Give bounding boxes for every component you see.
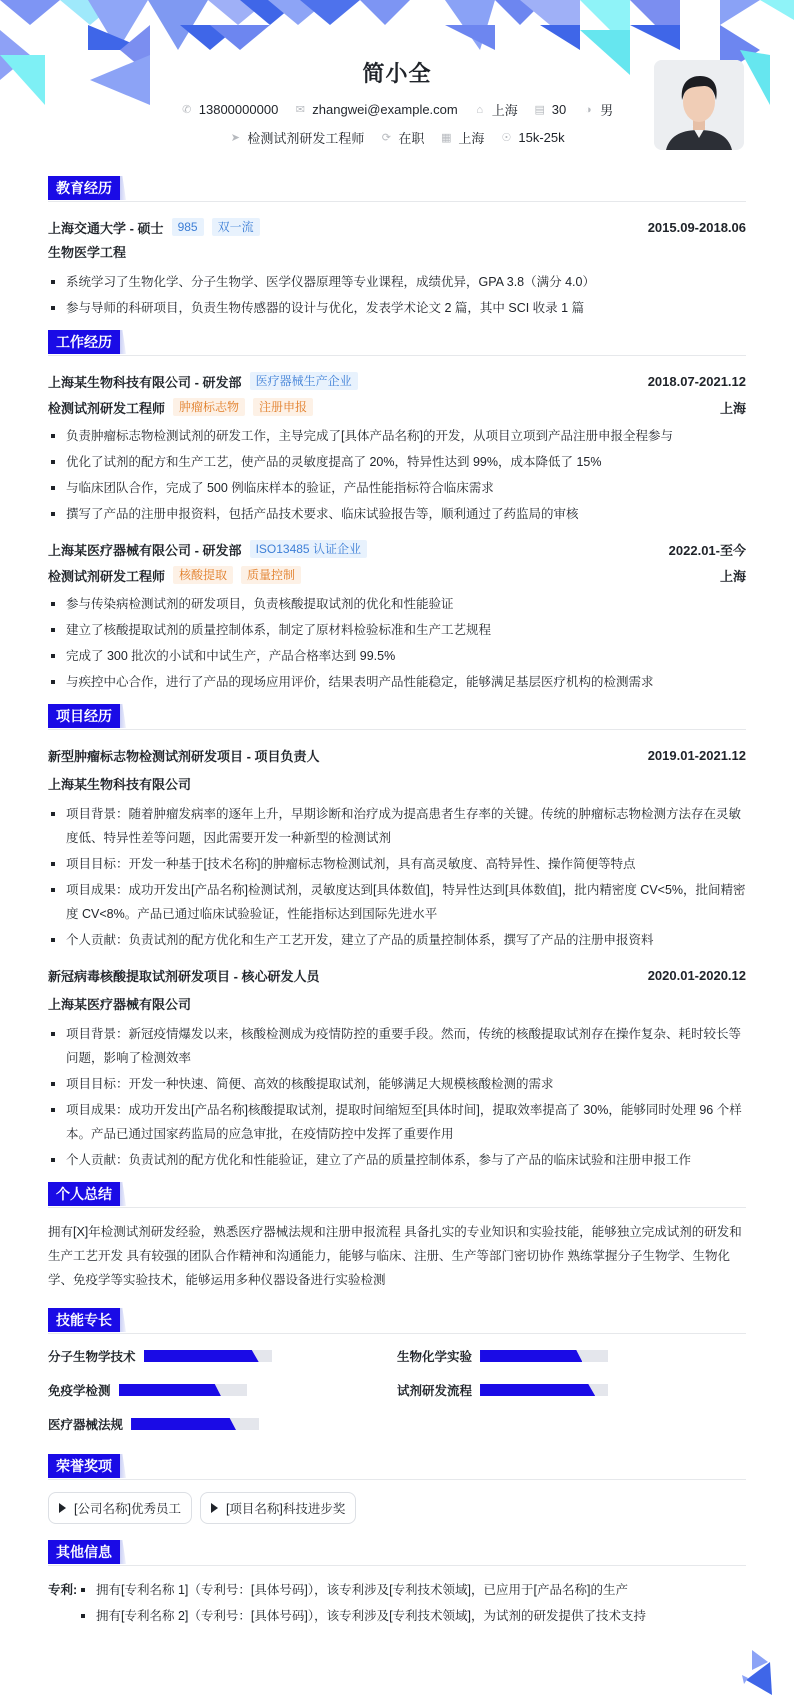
major: 生物医学工程 bbox=[48, 245, 127, 260]
entry-header bbox=[48, 742, 746, 768]
phone-value: 13800000000 bbox=[198, 102, 279, 117]
education-section bbox=[48, 176, 746, 320]
location-value: 上海 bbox=[491, 103, 518, 118]
section-title: 个人总结 bbox=[48, 1182, 120, 1206]
role-tag: 质量控制 bbox=[241, 566, 301, 584]
job-intent-row bbox=[48, 128, 746, 147]
education-entry bbox=[48, 214, 746, 320]
mail-icon: ✉ bbox=[295, 103, 305, 116]
refresh-icon: ⟳ bbox=[381, 131, 391, 144]
work-bullets bbox=[48, 424, 746, 526]
project-entry bbox=[48, 962, 746, 1172]
skill-item bbox=[48, 1346, 397, 1366]
role-tag: 核酸提取 bbox=[173, 566, 233, 584]
building-icon: ▦ bbox=[441, 131, 452, 144]
avatar bbox=[654, 60, 744, 150]
skill-bar bbox=[480, 1350, 608, 1362]
patents-block bbox=[48, 1578, 746, 1632]
summary-text: 拥有[X]年检测试剂研发经验，熟悉医疗器械法规和注册申报流程 具备扎实的专业知识和实验技能，能够独立完成试剂的研发和生产工艺开发 具有较强的团队合作精神和沟通能力，能够与临床、注册、生产等部门密切协作 熟练掌握分子生物学、生物化学、免疫学等实验技术，能够运用多种仪器设备进行实验检测 bbox=[48, 1225, 742, 1287]
skill-name: 生物化学实验 bbox=[397, 1350, 473, 1364]
triangle-right-icon bbox=[59, 1503, 66, 1513]
project-title: 新冠病毒核酸提取试剂研发项目 - 核心研发人员 bbox=[48, 968, 320, 984]
bullet-item: 拥有[专利名称 1]（专利号：[具体号码]），该专利涉及[专利技术领域]，已应用于[产品名称]的生产 bbox=[78, 1578, 646, 1602]
skill-item bbox=[397, 1346, 746, 1366]
section-title: 其他信息 bbox=[48, 1540, 120, 1564]
section-title: 项目经历 bbox=[48, 704, 120, 728]
triangle-right-icon bbox=[211, 1503, 218, 1513]
projects-section bbox=[48, 704, 746, 1172]
gender-info bbox=[582, 100, 613, 119]
skill-item bbox=[397, 1380, 746, 1400]
email-value: zhangwei@example.com bbox=[312, 102, 458, 117]
salary-info bbox=[500, 130, 564, 145]
role-name: 检测试剂研发工程师 bbox=[48, 568, 166, 584]
bullet-item: 个人贡献：负责试剂的配方优化和性能验证，建立了产品的质量控制体系，参与了产品的临床试验和注册申报工作 bbox=[48, 1148, 746, 1172]
salary-value: 15k-25k bbox=[518, 130, 565, 145]
school-tag: 985 bbox=[172, 218, 204, 236]
bullet-item: 个人贡献：负责试剂的配方优化和生产工艺开发，建立了产品的质量控制体系，撰写了产品的注册申报资料 bbox=[48, 928, 746, 952]
work-section bbox=[48, 330, 746, 694]
entry-header bbox=[48, 214, 746, 240]
award-name: [项目名称]科技进步奖 bbox=[225, 1502, 346, 1516]
gender-icon: ◑ bbox=[584, 103, 592, 116]
skill-bar-fill bbox=[480, 1350, 582, 1362]
project-bullets bbox=[48, 802, 746, 952]
bullet-item: 与临床团队合作，完成了 500 例临床样本的验证，产品性能指标符合临床需求 bbox=[48, 476, 746, 500]
status-info bbox=[380, 128, 424, 147]
section-header bbox=[48, 1182, 746, 1208]
work-entry bbox=[48, 368, 746, 526]
bullet-item: 项目目标：开发一种基于[技术名称]的肿瘤标志物检测试剂，具有高灵敏度、高特异性、操作简便等特点 bbox=[48, 852, 746, 876]
company-name: 上海某医疗器械有限公司 - 研发部 bbox=[48, 542, 242, 558]
resume-header bbox=[48, 0, 746, 168]
patents-list bbox=[78, 1578, 646, 1630]
entry-date: 2015.09-2018.06 bbox=[647, 219, 746, 235]
section-title: 教育经历 bbox=[48, 176, 120, 200]
school-name: 上海交通大学 - 硕士 bbox=[48, 220, 164, 236]
location-info bbox=[474, 100, 518, 119]
education-bullets bbox=[48, 270, 746, 320]
section-title: 技能专长 bbox=[48, 1308, 120, 1332]
bullet-item: 参与导师的科研项目，负责生物传感器的设计与优化，发表学术论文 2 篇，其中 SCI 收录 1 篇 bbox=[48, 296, 746, 320]
bullet-item: 项目目标：开发一种快速、简便、高效的核酸提取试剂，能够满足大规模核酸检测的需求 bbox=[48, 1072, 746, 1096]
age-info bbox=[534, 102, 566, 117]
section-header bbox=[48, 1454, 746, 1480]
cake-icon: ▤ bbox=[534, 103, 545, 116]
skill-bar-fill bbox=[131, 1418, 236, 1430]
work-city: 上海 bbox=[719, 568, 746, 584]
bullet-item: 优化了试剂的配方和生产工艺，使产品的灵敏度提高了 20%，特异性达到 99%，成本降低了 15% bbox=[48, 450, 746, 474]
email-info bbox=[294, 102, 457, 117]
role-row bbox=[48, 394, 746, 420]
work-entry bbox=[48, 536, 746, 694]
section-title: 工作经历 bbox=[48, 330, 120, 354]
role-row bbox=[48, 562, 746, 588]
project-title: 新型肿瘤标志物检测试剂研发项目 - 项目负责人 bbox=[48, 748, 320, 764]
entry-date: 2019.01-2021.12 bbox=[647, 747, 746, 763]
bullet-item: 项目背景：新冠疫情爆发以来，核酸检测成为疫情防控的重要手段。然而，传统的核酸提取试剂存在操作复杂、耗时较长等问题，影响了检测效率 bbox=[48, 1022, 746, 1070]
skill-bar bbox=[144, 1350, 272, 1362]
skill-bar-fill bbox=[144, 1350, 259, 1362]
skill-bar-fill bbox=[480, 1384, 595, 1396]
age-value: 30 bbox=[551, 102, 567, 117]
bullet-item: 系统学习了生物化学、分子生物学、医学仪器原理等专业课程，成绩优异，GPA 3.8（满分 4.0） bbox=[48, 270, 746, 294]
avatar-photo bbox=[654, 60, 744, 150]
company-tag: 医疗器械生产企业 bbox=[250, 372, 358, 390]
phone-info bbox=[181, 102, 279, 117]
award-item bbox=[200, 1492, 356, 1524]
award-name: [公司名称]优秀员工 bbox=[74, 1502, 181, 1516]
role-tag: 肿瘤标志物 bbox=[173, 398, 245, 416]
company-name: 上海某生物科技有限公司 - 研发部 bbox=[48, 374, 242, 390]
send-icon: ➤ bbox=[230, 131, 240, 144]
entry-header bbox=[48, 368, 746, 394]
candidate-name: 简小全 bbox=[362, 61, 432, 86]
awards-section bbox=[48, 1454, 746, 1524]
bullet-item: 负责肿瘤标志物检测试剂的研发工作，主导完成了[具体产品名称]的开发，从项目立项到产品注册申报全程参与 bbox=[48, 424, 746, 448]
entry-header bbox=[48, 962, 746, 988]
patents-label: 专利: bbox=[48, 1583, 78, 1597]
skill-name: 免疫学检测 bbox=[48, 1384, 111, 1398]
work-city: 上海 bbox=[719, 400, 746, 416]
role-name: 检测试剂研发工程师 bbox=[48, 400, 166, 416]
section-header bbox=[48, 704, 746, 730]
entry-date: 2020.01-2020.12 bbox=[647, 967, 746, 983]
awards-list bbox=[48, 1492, 746, 1524]
work-bullets bbox=[48, 592, 746, 694]
other-section bbox=[48, 1540, 746, 1632]
entry-date: 2018.07-2021.12 bbox=[647, 373, 746, 389]
entry-header bbox=[48, 536, 746, 562]
skill-bar bbox=[119, 1384, 247, 1396]
bullet-item: 与疾控中心合作，进行了产品的现场应用评价，结果表明产品性能稳定，能够满足基层医疗机构的检测需求 bbox=[48, 670, 746, 694]
skill-name: 分子生物学技术 bbox=[48, 1350, 136, 1364]
skills-section bbox=[48, 1308, 746, 1434]
skill-bar bbox=[131, 1418, 259, 1430]
bullet-item: 拥有[专利名称 2]（专利号：[具体号码]），该专利涉及[专利技术领域]，为试剂的研发提供了技术支持 bbox=[78, 1604, 646, 1628]
skills-grid bbox=[48, 1346, 746, 1434]
city-value: 上海 bbox=[458, 131, 485, 146]
status-value: 在职 bbox=[398, 131, 425, 146]
skill-bar-fill bbox=[119, 1384, 221, 1396]
summary-section bbox=[48, 1182, 746, 1292]
project-org: 上海某生物科技有限公司 bbox=[48, 777, 192, 792]
role-tag: 注册申报 bbox=[253, 398, 313, 416]
bullet-item: 完成了 300 批次的小试和中试生产，产品合格率达到 99.5% bbox=[48, 644, 746, 668]
skill-name: 医疗器械法规 bbox=[48, 1418, 124, 1432]
corner-triangle-decoration bbox=[740, 1650, 780, 1695]
contact-row bbox=[48, 100, 746, 119]
city-info bbox=[440, 128, 484, 147]
money-icon: ☉ bbox=[501, 131, 512, 144]
section-header bbox=[48, 1540, 746, 1566]
job-title-value: 检测试剂研发工程师 bbox=[247, 131, 365, 146]
entry-date: 2022.01-至今 bbox=[668, 542, 746, 558]
project-bullets bbox=[48, 1022, 746, 1172]
bullet-item: 项目成果：成功开发出[产品名称]核酸提取试剂，提取时间缩短至[具体时间]，提取效率提高了 30%，能够同时处理 96 个样本。产品已通过国家药监局的应急审批，在疫情防控中发挥了重要作用 bbox=[48, 1098, 746, 1146]
section-header bbox=[48, 176, 746, 202]
section-header bbox=[48, 1308, 746, 1334]
section-title: 荣誉奖项 bbox=[48, 1454, 120, 1478]
project-entry bbox=[48, 742, 746, 952]
home-icon: ⌂ bbox=[476, 103, 484, 116]
bullet-item: 项目背景：随着肿瘤发病率的逐年上升，早期诊断和治疗成为提高患者生存率的关键。传统的肿瘤标志物检测方法存在灵敏度低、特异性差等问题，因此需要开发一种新型的检测试剂 bbox=[48, 802, 746, 850]
bullet-item: 撰写了产品的注册申报资料，包括产品技术要求、临床试验报告等，顺利通过了药监局的审核 bbox=[48, 502, 746, 526]
job-title-info bbox=[229, 128, 364, 147]
skill-item bbox=[48, 1380, 397, 1400]
project-org: 上海某医疗器械有限公司 bbox=[48, 997, 192, 1012]
phone-icon: ✆ bbox=[182, 103, 192, 116]
gender-value: 男 bbox=[600, 103, 614, 118]
award-item bbox=[48, 1492, 192, 1524]
school-tag: 双一流 bbox=[212, 218, 260, 236]
section-header bbox=[48, 330, 746, 356]
skill-item bbox=[48, 1414, 397, 1434]
bullet-item: 项目成果：成功开发出[产品名称]检测试剂，灵敏度达到[具体数值]，特异性达到[具体数值]，批内精密度 CV<5%，批间精密度 CV<8%。产品已通过临床试验验证，性能指标达到国际先进水平 bbox=[48, 878, 746, 926]
company-tag: ISO13485 认证企业 bbox=[250, 540, 367, 558]
bullet-item: 建立了核酸提取试剂的质量控制体系，制定了原材料检验标准和生产工艺规程 bbox=[48, 618, 746, 642]
skill-bar bbox=[480, 1384, 608, 1396]
skill-name: 试剂研发流程 bbox=[397, 1384, 473, 1398]
bullet-item: 参与传染病检测试剂的研发项目，负责核酸提取试剂的优化和性能验证 bbox=[48, 592, 746, 616]
